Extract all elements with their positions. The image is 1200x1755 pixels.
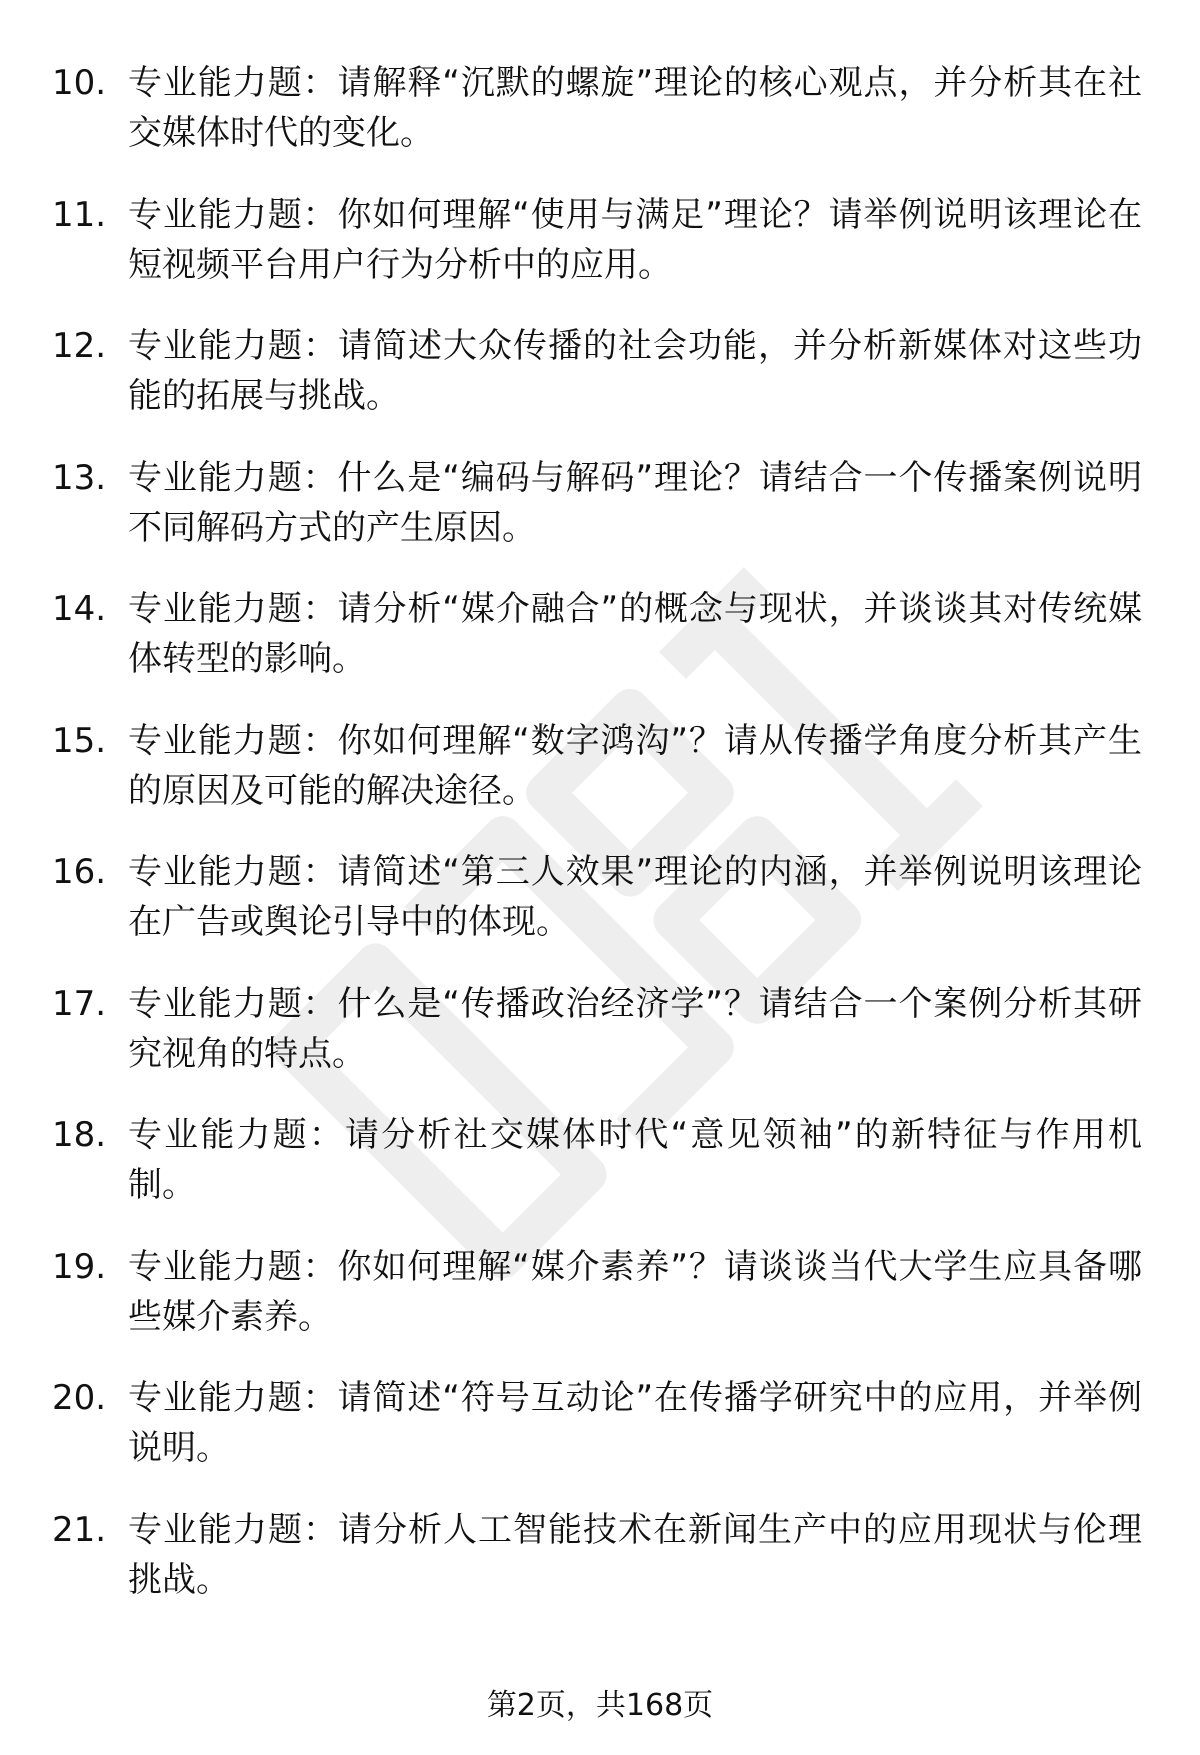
question-text: 专业能力题：什么是“传播政治经济学”？请结合一个案例分析其研究视角的特点。 [128,983,1142,1074]
question-text: 专业能力题：请解释“沉默的螺旋”理论的核心观点，并分析其在社交媒体时代的变化。 [128,63,1142,153]
question-item [0,1373,1200,1505]
question-number: 21. [52,1509,107,1550]
question-text: 专业能力题：请分析社交媒体时代“意见领袖”的新特征与作用机制。 [128,1115,1142,1205]
question-number: 17. [52,983,107,1024]
question-text: 专业能力题：请简述“符号互动论”在传播学研究中的应用，并举例说明。 [128,1378,1142,1468]
question-number: 18. [52,1115,107,1155]
question-number: 14. [52,589,107,629]
question-text: 专业能力题：请简述大众传播的社会功能，并分析新媒体对这些功能的拓展与挑战。 [128,326,1142,416]
question-number: 13. [52,457,107,498]
question-item [0,190,1200,322]
question-item [0,321,1200,453]
question-number: 10. [52,63,107,103]
question-item [0,979,1200,1111]
question-item [0,1242,1200,1374]
question-number: 19. [52,1246,107,1287]
question-item [0,1505,1200,1637]
question-text: 专业能力题：你如何理解“使用与满足”理论？请举例说明该理论在短视频平台用户行为分析中的应用。 [128,194,1142,285]
question-text: 专业能力题：请分析“媒介融合”的概念与现状，并谈谈其对传统媒体转型的影响。 [128,589,1142,679]
question-item [0,58,1200,190]
question-text: 专业能力题：请分析人工智能技术在新闻生产中的应用现状与伦理挑战。 [128,1509,1142,1600]
question-number: 20. [52,1378,107,1418]
question-text: 专业能力题：请简述“第三人效果”理论的内涵，并举例说明该理论在广告或舆论引导中的体现。 [128,852,1142,942]
question-item [0,1110,1200,1242]
question-item [0,847,1200,979]
question-text: 专业能力题：你如何理解“数字鸿沟”？请从传播学角度分析其产生的原因及可能的解决途径。 [128,720,1142,811]
question-text: 专业能力题：什么是“编码与解码”理论？请结合一个传播案例说明不同解码方式的产生原因。 [128,457,1142,548]
question-number: 12. [52,326,107,366]
question-number: 11. [52,194,107,235]
question-text: 专业能力题：你如何理解“媒介素养”？请谈谈当代大学生应具备哪些媒介素养。 [128,1246,1142,1337]
question-list [0,58,1200,1636]
question-number: 16. [52,852,107,892]
question-item [0,716,1200,848]
page-footer: 第2页，共168页 [486,1688,714,1723]
question-item [0,453,1200,585]
question-number: 15. [52,720,107,761]
question-item [0,584,1200,716]
